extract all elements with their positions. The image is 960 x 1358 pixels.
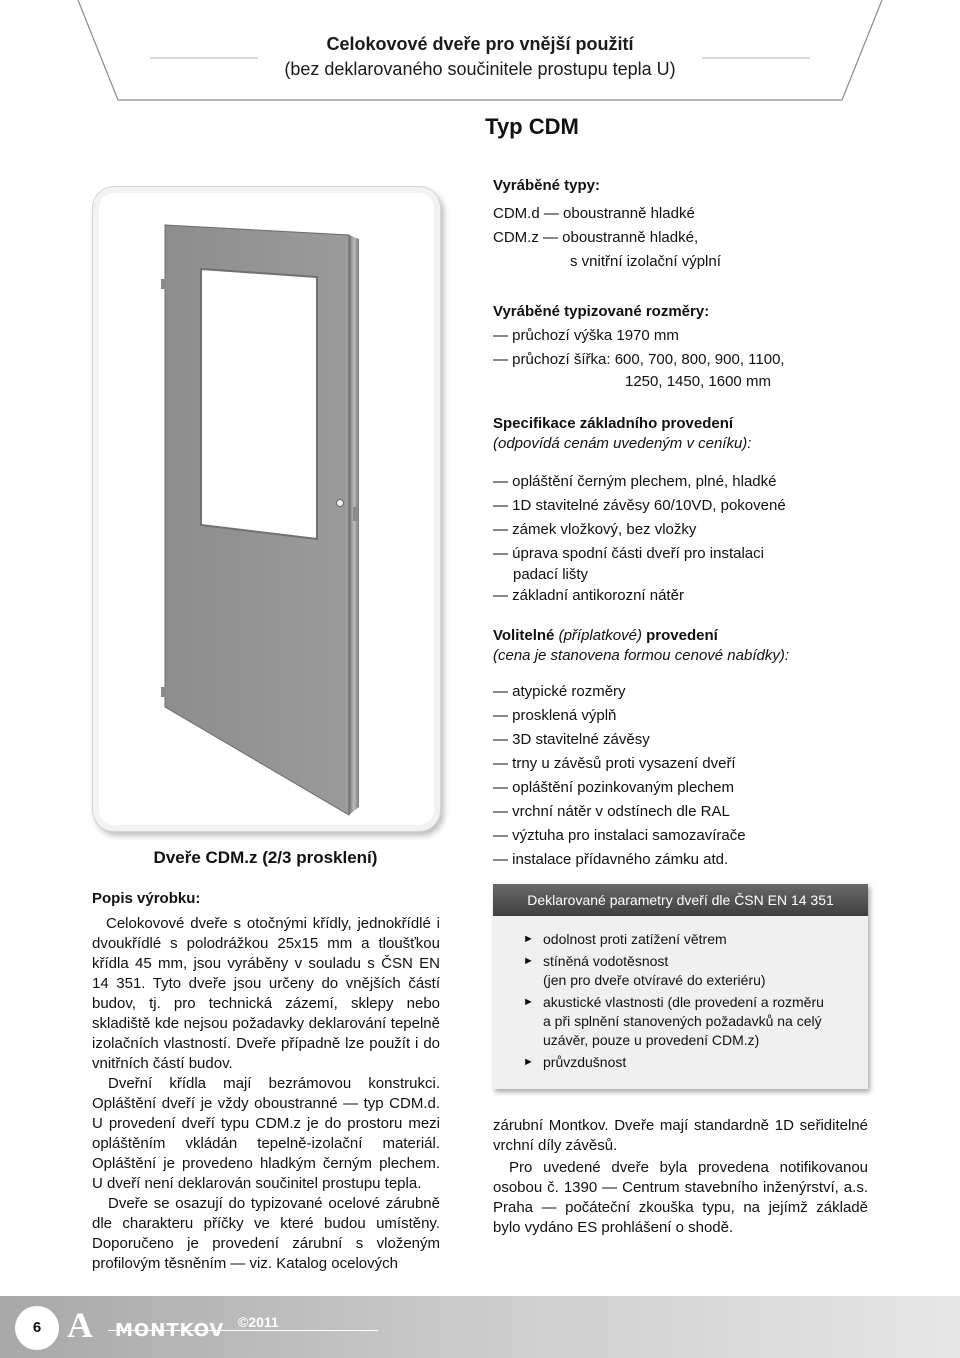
triangle-bullet-icon: ► [523,996,534,1008]
copyright: ©2011 [238,1314,279,1330]
type-text: — oboustranně hladké, [543,229,699,246]
optional-heading [493,626,789,646]
description-heading: Popis výrobku: [92,890,201,907]
door-photo-frame [92,186,441,832]
spec-item: — úprava spodní části dveří pro instalaci [493,545,764,562]
page-title: Typ CDM [485,114,579,139]
size-item-continued: 1250, 1450, 1600 mm [625,373,771,390]
type-code: CDM.d [493,205,540,222]
types-section [493,174,721,274]
spec-item: — zámek vložkový, bez vložky [493,521,697,538]
optional-subheading: (cena je stanovena formou cenové nabídky): [493,647,790,664]
optional-section [493,626,789,872]
header-title: Celokovové dveře pro vnější použití [326,34,634,54]
optional-heading-part1: Volitelné [493,627,555,644]
optional-item: — vrchní nátěr v odstínech dle RAL [493,803,730,820]
right-paragraph-2: Pro uvedené dveře byla provedena notifikovanou osobou č. 1390 — Centrum stavebního inženýrství, a.s. Praha — počáteční zkouška typu, na jejímž základě bylo vydáno ES prohlášení o shodě. [493,1159,868,1236]
optional-item: — prosklená výplň [493,707,617,724]
logo-letter: A [67,1305,93,1345]
optional-heading-part3: provedení [646,627,718,644]
parameter-item: ► průvzdušnost [523,1054,627,1070]
door-image [93,187,440,831]
logo-text: MONTKOV [115,1320,225,1341]
types-heading: Vyráběné typy: [493,177,600,194]
optional-item: — instalace přídavného zámku atd. [493,851,729,868]
parameter-item: ► stíněná vodotěsnost (jen pro dveře otvíravé do exteriéru) [523,953,766,988]
declared-parameters-title: Deklarované parametry dveří dle ČSN EN 14 351 [493,884,868,916]
optional-heading-part2: (příplatkové) [558,627,642,644]
type-code: CDM.z [493,229,539,246]
spec-item: — opláštění černým plechem, plné, hladké [493,473,777,490]
optional-item: — trny u závěsů proti vysazení dveří [493,755,736,772]
sizes-heading: Vyráběné typizované rozměry: [493,303,710,320]
size-item: — průchozí výška 1970 mm [493,327,679,344]
optional-item: — atypické rozměry [493,683,626,700]
optional-item: — opláštění pozinkovaným plechem [493,779,734,796]
spec-item: — základní antikorozní nátěr [493,587,684,604]
spec-item: — 1D stavitelné závěsy 60/10VD, pokovené [493,497,786,514]
description-paragraph-3: Dveře se osazují do typizované ocelové zárubně dle charakteru příčky ve které budou umístěny. Doporučeno je provedení zárubní s vloženým profilovým těsněním — viz. Katalog ocelových [92,1195,440,1272]
header-subtitle: (bez deklarovaného součinitele prostupu tepla U) [284,59,676,79]
sizes-section [493,300,785,392]
spec-item-continued: padací lišty [513,566,589,583]
description-paragraph-1: Celokovové dveře s otočnými křídly, jednokřídlé i dvoukřídlé s polodrážkou 25x15 mm a tloušťkou křídla 45 mm, jsou vyráběny v souladu s ČSN EN 14 351. Tyto dveře jsou určeny do vnějších částí budov, tj. pro technická zázemí, sklepy nebo skladiště kde nejsou požadavky deklarování tepelně izolačních vlastností. Dveře případně lze použít i do vnitřních částí budov. [92,915,440,1072]
optional-item: — výztuha pro instalaci samozavírače [493,827,746,844]
photo-caption: Dveře CDM.z (2/3 prosklení) [153,848,378,867]
optional-item: — 3D stavitelné závěsy [493,731,650,748]
page-number: 6 [15,1306,59,1350]
right-paragraph-1: zárubní Montkov. Dveře mají standardně 1D seřiditelné vrchní díly závěsů. [493,1117,868,1154]
triangle-bullet-icon: ► [523,933,534,945]
spec-section [493,414,786,608]
type-text: — oboustranně hladké [543,205,695,222]
type-item-continued: s vnitřní izolační výplní [570,253,721,270]
size-item: — průchozí šířka: 600, 700, 800, 900, 1100, [493,351,785,368]
description-paragraph-2: Dveřní křídla mají bezrámovou konstrukci. Opláštění dveří je vždy oboustranné — typ CDM.d. U provedení dveří typu CDM.z je do prostoru mezi opláštěním vkládán tepelně-izolační materiál. Opláštění je provedeno hladkým černým plechem. U dveří není deklarován součinitel prostupu tepla. [92,1075,440,1192]
triangle-bullet-icon: ► [523,1056,534,1068]
parameter-item: ► akustické vlastnosti (dle provedení a rozměru a při splnění stanovených požadavků na celý uzávěr, pouze u provedení CDM.z) [523,994,824,1048]
spec-heading: Specifikace základního provedení [493,415,734,432]
spec-subheading: (odpovídá cenám uvedeným v ceníku): [493,435,752,452]
header-tab-shape [0,0,960,110]
triangle-bullet-icon: ► [523,955,534,967]
type-item [493,202,721,226]
type-item [493,226,721,250]
declared-parameters-box [493,884,868,1089]
parameter-item: ► odolnost proti zatížení větrem [523,931,727,947]
